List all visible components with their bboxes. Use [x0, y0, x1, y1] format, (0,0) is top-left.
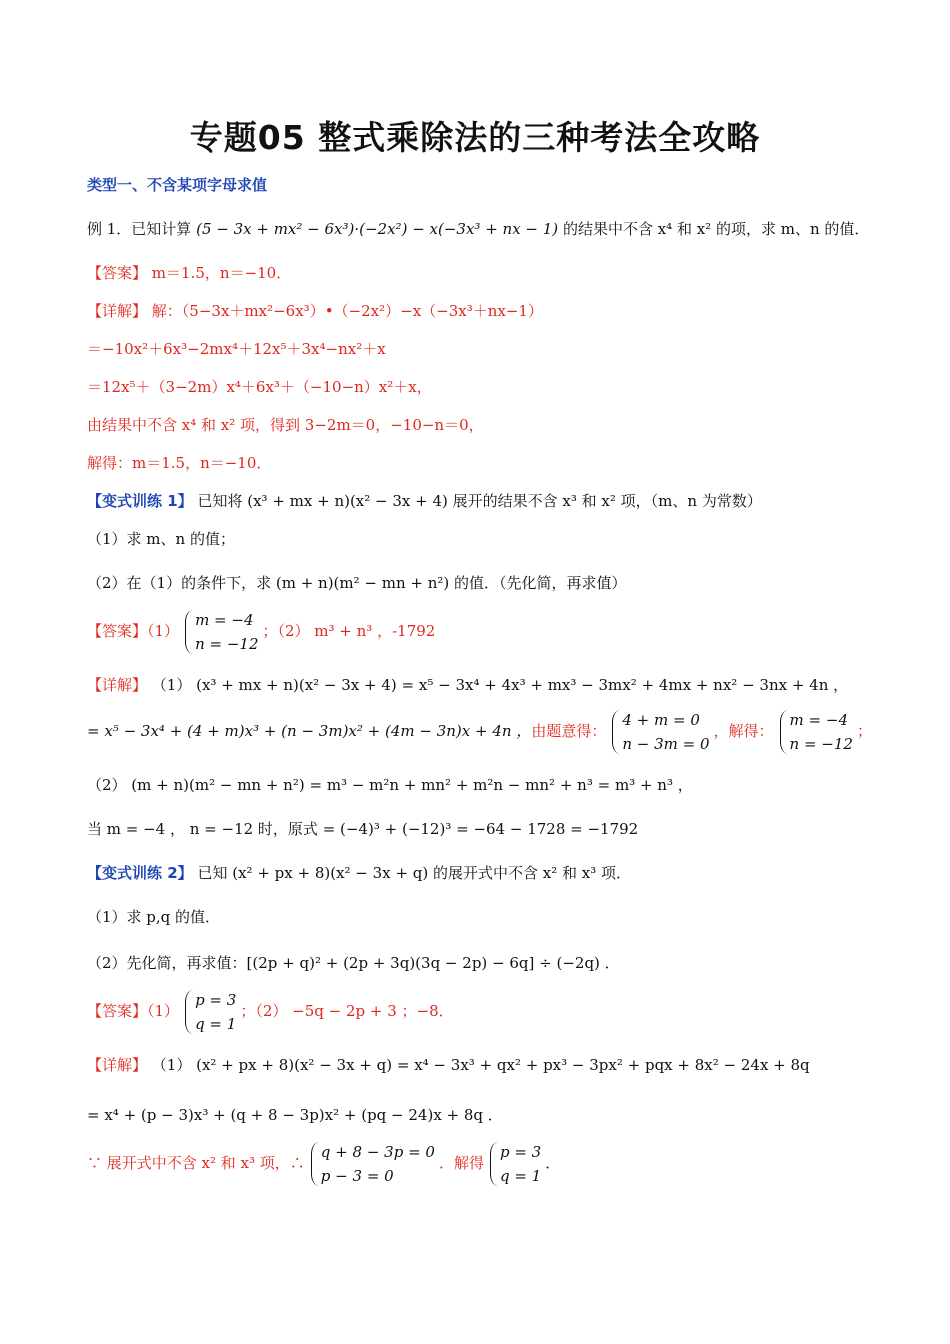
variant2-stem-text: 已知 (x² + px + 8)(x² − 3x + q) 的展开式中不含 x² 和 x³ 项．	[197, 864, 631, 882]
variant1-detail-text-2c: ，解得：	[713, 722, 774, 740]
equation: p = 3	[195, 991, 237, 1009]
example1-detail-line-5: 解得：m＝1.5，n＝−10．	[87, 454, 272, 472]
variant1-answer-part2: ；（2） m³ + n³ ，-1792	[262, 622, 436, 640]
equation: n = −12	[789, 735, 853, 753]
equation: p − 3 = 0	[320, 1167, 394, 1185]
variant2-answer	[87, 988, 454, 1036]
variant1-detail-system-2	[778, 708, 853, 756]
equation: q + 8 − 3p = 0	[320, 1143, 435, 1161]
example1-detail-line-1	[87, 300, 543, 322]
variant2-detail-text-3a: ∵ 展开式中不含 x² 和 x³ 项，∴	[87, 1154, 305, 1172]
answer-tag: 【答案】	[87, 264, 148, 282]
example1-question	[87, 218, 869, 240]
variant1-detail-line-2	[87, 708, 872, 756]
variant2-question-1: （1）求 p,q 的值．	[87, 908, 221, 926]
variant2-answer-part1: （1）	[147, 1002, 180, 1020]
variant1-question-2: （2）在（1）的条件下，求 (m + n)(m² − mn + n²) 的值．（先化简，再求值）	[87, 574, 627, 592]
variant2-tag: 【变式训练 2】	[87, 864, 193, 882]
example1-detail-text-1: 解：（5−3x＋mx²−6x³）•（−2x²）−x（−3x³＋nx−1）	[151, 302, 543, 320]
equation: q = 1	[195, 1015, 237, 1033]
example1-detail-line-2: ＝−10x²＋6x³−2mx⁴＋12x⁵＋3x⁴−nx²＋x	[87, 340, 386, 358]
section-heading: 类型一、不含某项字母求值	[87, 176, 268, 194]
example1-detail-line-4: 由结果中不含 x⁴ 和 x² 项，得到 3−2m＝0，−10−n＝0，	[87, 416, 484, 434]
variant1-detail-system-1	[610, 708, 709, 756]
variant2-answer-part2: ；（2） −5q − 2p + 3 ；−8．	[240, 1002, 454, 1020]
example1-label: 例 1．已知计算	[87, 220, 192, 238]
variant1-answer-system	[183, 608, 258, 656]
variant2-detail-line-1	[87, 1054, 810, 1076]
variant2-detail-text-3b: ．解得	[438, 1154, 484, 1172]
variant1-question-1: （1）求 m、n 的值；	[87, 530, 235, 548]
example1-answer-text: m＝1.5，n＝−10．	[151, 264, 292, 282]
detail-tag: 【详解】	[87, 676, 148, 694]
equation: m = −4	[789, 711, 848, 729]
variant2-detail-system-2	[488, 1140, 541, 1188]
variant1-detail-expansion: = x⁵ − 3x⁴ + (4 + m)x³ + (n − 3m)x² + (4m − 3n)x + 4n ，	[87, 722, 532, 740]
example1-detail-line-3: ＝12x⁵＋（3−2m）x⁴＋6x³＋（−10−n）x²＋x，	[87, 378, 432, 396]
example1-tail: 的结果中不含 x⁴ 和 x² 的项，求 m、n 的值．	[562, 220, 870, 238]
variant1-detail-line-3: （2） (m + n)(m² − mn + n²) = m³ − m²n + mn² + m²n − mn² + n³ = m³ + n³ ，	[87, 776, 693, 794]
equation: m = −4	[195, 611, 254, 629]
equation: n = −12	[195, 635, 259, 653]
equation: n − 3m = 0	[622, 735, 710, 753]
example1-expression: (5 − 3x + mx² − 6x³)·(−2x²) − x(−3x³ + nx − 1)	[196, 220, 559, 238]
answer-tag: 【答案】	[87, 1002, 148, 1020]
variant2-detail-text-3c: ．	[545, 1154, 561, 1172]
variant1-answer-part1: （1）	[147, 622, 180, 640]
variant1-detail-text-2b: 由题意得：	[531, 722, 607, 740]
variant2-question-2: （2）先化简，再求值：[(2p + q)² + (2p + 3q)(3q − 2p) − 6q] ÷ (−2q) ．	[87, 954, 620, 972]
example1-answer	[87, 262, 291, 284]
variant1-stem-text: 已知将 (x³ + mx + n)(x² − 3x + 4) 展开的结果不含 x³ 和 x² 项，（m、n 为常数）	[197, 492, 762, 510]
variant1-detail-line-1	[87, 674, 848, 696]
variant2-detail-line-2: = x⁴ + (p − 3)x³ + (q + 8 − 3p)x² + (pq − 24)x + 8q ．	[87, 1106, 503, 1124]
variant2-stem	[87, 862, 631, 884]
equation: q = 1	[499, 1167, 542, 1185]
equation: 4 + m = 0	[622, 711, 700, 729]
variant1-detail-text-1: （1） (x³ + mx + n)(x² − 3x + 4) = x⁵ − 3x⁴ + 4x³ + mx³ − 3mx² + 4mx + nx² − 3nx + 4n ，	[151, 676, 849, 694]
variant1-detail-text-2d: ；	[856, 722, 872, 740]
detail-tag: 【详解】	[87, 302, 148, 320]
variant2-detail-text-1: （1） (x² + px + 8)(x² − 3x + q) = x⁴ − 3x³ + qx² + px³ − 3px² + pqx + 8x² − 24x + 8q	[151, 1056, 810, 1074]
answer-tag: 【答案】	[87, 622, 148, 640]
detail-tag: 【详解】	[87, 1056, 148, 1074]
variant1-tag: 【变式训练 1】	[87, 492, 193, 510]
variant1-answer	[87, 608, 435, 656]
variant1-detail-line-4: 当 m = −4 ， n = −12 时，原式 = (−4)³ + (−12)³ = −64 − 1728 = −1792	[87, 820, 639, 838]
variant2-answer-system	[183, 988, 236, 1036]
variant1-stem	[87, 490, 762, 512]
variant2-detail-line-3	[87, 1140, 560, 1188]
equation: p = 3	[499, 1143, 542, 1161]
variant2-detail-system-1	[309, 1140, 435, 1188]
page-title: 专题05 整式乘除法的三种考法全攻略	[189, 118, 761, 157]
